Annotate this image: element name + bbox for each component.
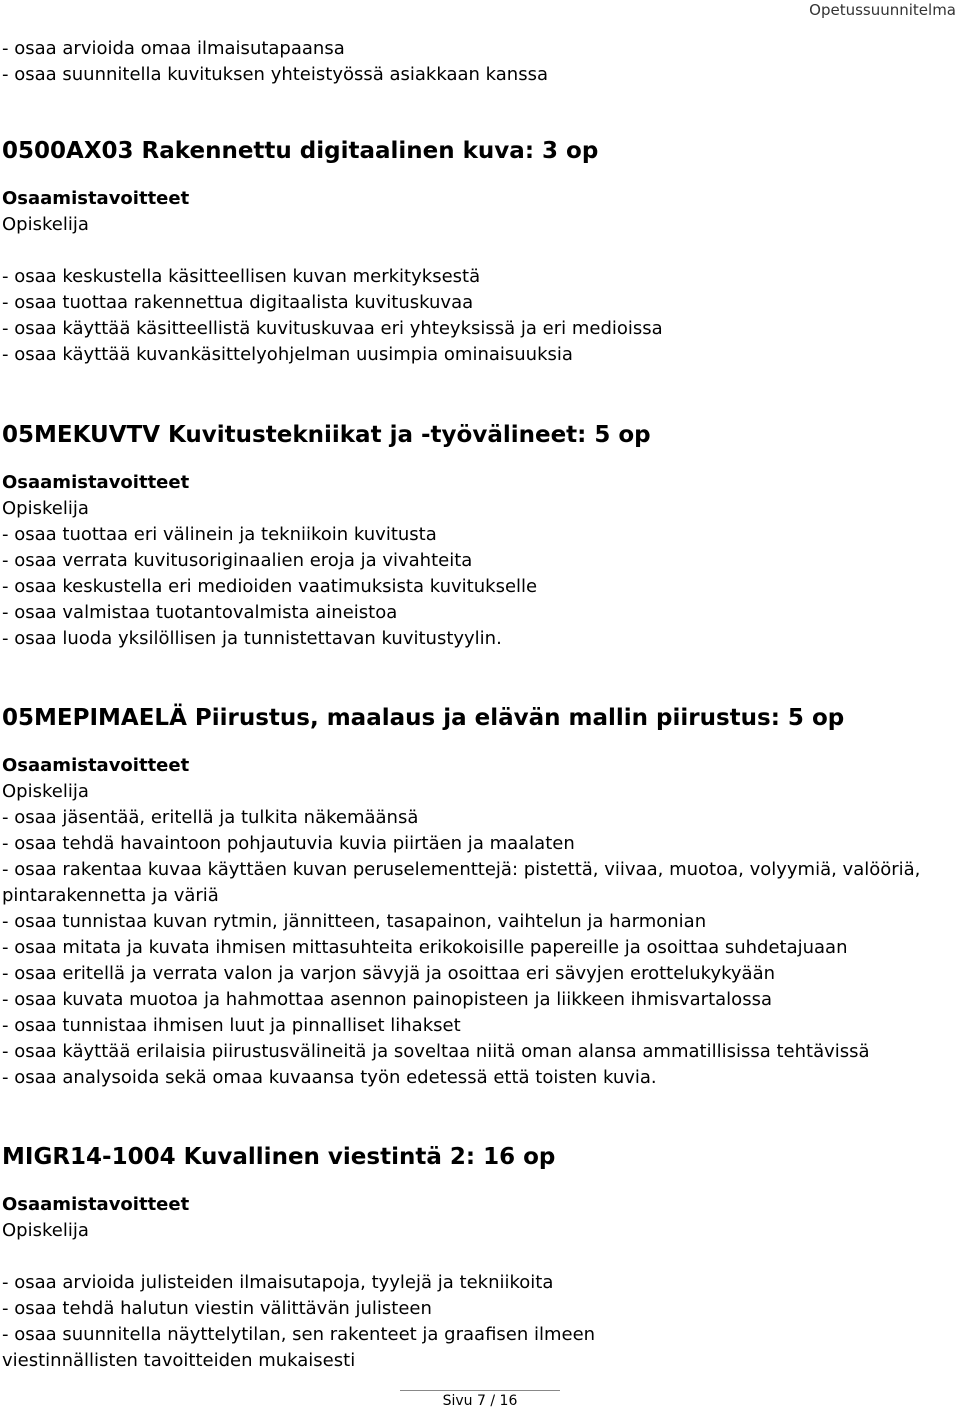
student-label: Opiskelija [2, 498, 89, 519]
list-item: - osaa kuvata muotoa ja hahmottaa asennon painopisteen ja liikkeen ihmisvartalossa [2, 989, 772, 1010]
list-item: - osaa analysoida sekä omaa kuvaansa työn edetessä että toisten kuvia. [2, 1067, 657, 1088]
course-section-05MEPIMAELA [2, 703, 956, 1091]
goals-heading: Osaamistavoitteet [2, 188, 190, 209]
goals-heading: Osaamistavoitteet [2, 755, 190, 776]
list-item: - osaa mitata ja kuvata ihmisen mittasuhteita erikokoisille papereille ja osoittaa suhdetajuaan [2, 937, 848, 958]
list-item: - osaa käyttää käsitteellistä kuvituskuvaa eri yhteyksissä ja eri medioissa [2, 318, 663, 339]
list-item: - osaa rakentaa kuvaa käyttäen kuvan peruselementtejä: pistettä, viivaa, muotoa, volyymiä, valööriä, pintarakennetta ja väriä [2, 859, 921, 906]
list-item: - osaa tehdä havaintoon pohjautuvia kuvia piirtäen ja maalaten [2, 833, 575, 854]
list-item: - osaa tuottaa rakennettua digitaalista kuvituskuvaa [2, 292, 474, 313]
list-item: - osaa tuottaa eri välinein ja tekniikoin kuvitusta [2, 524, 437, 545]
course-title: 05MEKUVTV Kuvitustekniikat ja -työvälineet: 5 op [2, 422, 651, 448]
student-label: Opiskelija [2, 1220, 89, 1241]
list-item: - osaa suunnitella näyttelytilan, sen rakenteet ja graafisen ilmeen [2, 1324, 596, 1345]
document-header: Opetussuunnitelma [809, 1, 956, 19]
course-section-05MEKUVTV [2, 420, 956, 652]
student-label: Opiskelija [2, 214, 89, 235]
student-label: Opiskelija [2, 781, 89, 802]
list-item: - osaa arvioida julisteiden ilmaisutapoja, tyylejä ja tekniikoita [2, 1272, 554, 1293]
goals-heading: Osaamistavoitteet [2, 472, 190, 493]
list-item: - osaa eritellä ja verrata valon ja varjon sävyjä ja osoittaa eri sävyjen erottelukykyään [2, 963, 776, 984]
list-item: - osaa tunnistaa ihmisen luut ja pinnalliset lihakset [2, 1015, 461, 1036]
list-item: - osaa käyttää kuvankäsittelyohjelman uusimpia ominaisuuksia [2, 344, 573, 365]
list-item: viestinnällisten tavoitteiden mukaisesti [2, 1350, 356, 1371]
course-title: 0500AX03 Rakennettu digitaalinen kuva: 3 op [2, 138, 599, 164]
list-item: - osaa käyttää erilaisia piirustusvälineitä ja soveltaa niitä oman alansa ammatillisissa tehtävissä [2, 1041, 870, 1062]
list-item: - osaa arvioida omaa ilmaisutapaansa [2, 38, 345, 59]
course-title: MIGR14-1004 Kuvallinen viestintä 2: 16 op [2, 1144, 556, 1170]
list-item: - osaa verrata kuvitusoriginaalien eroja ja vivahteita [2, 550, 473, 571]
course-section-0500AX03 [2, 136, 956, 368]
list-item: - osaa valmistaa tuotantovalmista aineistoa [2, 602, 398, 623]
goals-heading: Osaamistavoitteet [2, 1194, 190, 1215]
list-item: - osaa keskustella käsitteellisen kuvan merkityksestä [2, 266, 481, 287]
course-title: 05MEPIMAELÄ Piirustus, maalaus ja elävän mallin piirustus: 5 op [2, 705, 845, 731]
list-item: - osaa jäsentää, eritellä ja tulkita näkemäänsä [2, 807, 419, 828]
intro-list [2, 36, 956, 88]
list-item: - osaa keskustella eri medioiden vaatimuksista kuvitukselle [2, 576, 538, 597]
list-item: - osaa tunnistaa kuvan rytmin, jännitteen, tasapainon, vaihtelun ja harmonian [2, 911, 707, 932]
list-item: - osaa luoda yksilöllisen ja tunnistettavan kuvitustyylin. [2, 628, 502, 649]
list-item: - osaa suunnitella kuvituksen yhteistyössä asiakkaan kanssa [2, 64, 548, 85]
list-item: - osaa tehdä halutun viestin välittävän julisteen [2, 1298, 432, 1319]
course-section-MIGR14-1004 [2, 1142, 956, 1374]
page-number: Sivu 7 / 16 [442, 1393, 518, 1409]
footer-divider [400, 1390, 560, 1391]
